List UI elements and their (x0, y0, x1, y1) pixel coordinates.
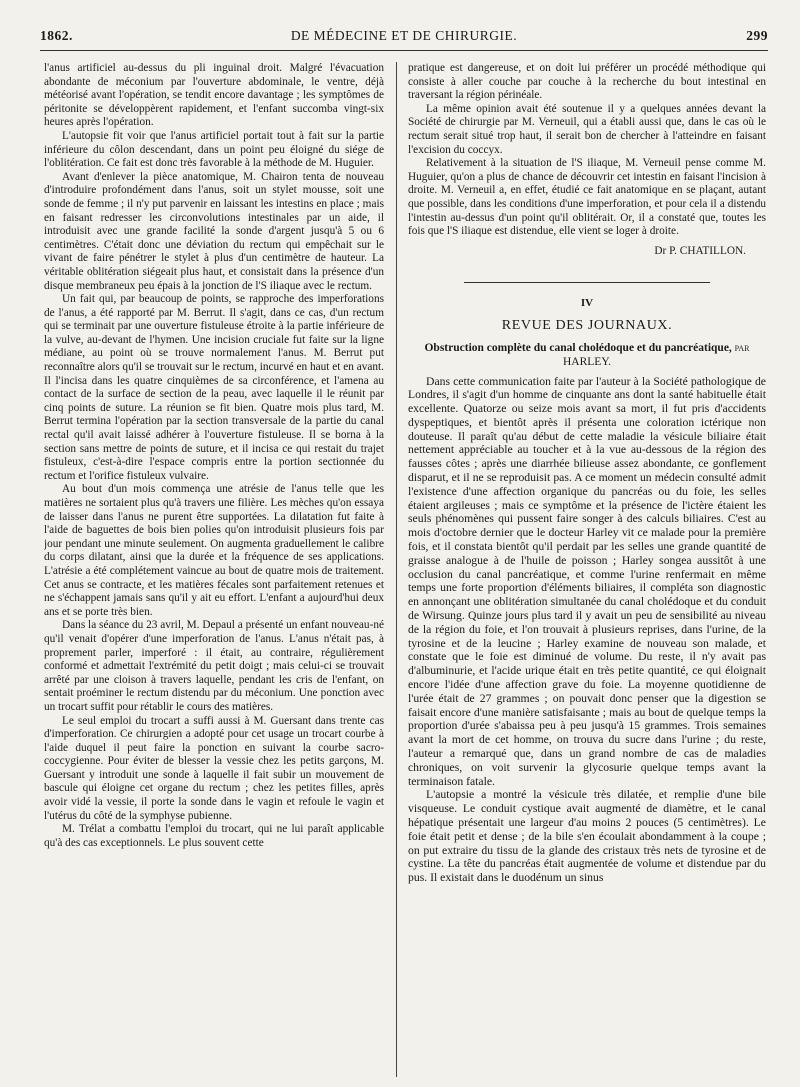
section-separator (464, 282, 710, 283)
article-title-text: Obstruction complète du canal cholédoque et du pancréatique, (424, 341, 732, 354)
paragraph: Relativement à la situation de l'S iliaque, M. Verneuil pense comme M. Huguier, qu'on a plus de chance de découvrir cet intestin en faisant l'incision à droite. M. Verneuil a, en effet, étudié ce fait anatomique en se plaçant, autant que possible, dans les conditions d'une imperforation, et pour cela il a distendu l'intestin au-dessus d'un point qu'il oblitérait. Or, il a constaté que, toutes les fois que l'S iliaque est distendue, elle vient se loger à droite. (408, 157, 766, 238)
review-body (408, 375, 766, 885)
section-number: IV (580, 297, 594, 310)
header-year: 1862. (40, 28, 73, 43)
paragraph: L'autopsie fit voir que l'anus artificiel portait tout à fait sur la partie inférieure du côlon descendant, dans un point peu éloigné du siége de l'oblitération. Ce fait est donc très favorable à la méthode de M. Huguier. (44, 129, 384, 170)
article-title (414, 341, 760, 369)
right-column (408, 62, 766, 1077)
paragraph: L'autopsie a montré la vésicule très dilatée, et remplie d'une bile visqueuse. Le conduit cystique avait augmenté de diamètre, et le canal hépatique présentait une largeur d'au moins 2 pouces (5 centimètres). Le foie était petit et dense ; de la bile s'en écoulait abondamment à la coupe ; on put extraire du tissu de la glande des cristaux très nets de tyrosine et de cystine. La tête du pancréas était augmentée de volume et distendue par du pus. Il existait dans le duodénum un sinus (408, 788, 766, 885)
page-number: 299 (746, 28, 768, 43)
paragraph: La même opinion avait été soutenue il y a quelques années devant la Société de chirurgie par M. Verneuil, qui a établi aussi que, dans le cas où le rectum serait situé trop haut, il serait bon de chercher à l'atteindre en faisant l'excision du coccyx. (408, 102, 766, 156)
paragraph: Le seul emploi du trocart a suffi aussi à M. Guersant dans trente cas d'imperforation. Ce chirurgien a adopté pour cet usage un trocart courbe à l'aide duquel il peut faire la ponction en suivant la courbe sacro-coccygienne. Pour éviter de blesser la vessie chez les petits garçons, M. Guersant y introduit une sonde à laquelle il fait subir un mouvement de bascule qui éloigne cet organe du rectum ; chez les petites filles, après avoir vidé la vessie, il porte la sonde dans le vagin et refoule le vagin et l'utérus du côté de la symphyse pubienne. (44, 714, 384, 822)
paragraph: Dans la séance du 23 avril, M. Depaul a présenté un enfant nouveau-né qu'il venait d'opérer d'une imperforation de l'anus. L'anus n'était pas, à proprement parler, imperforé : il était, au contraire, régulièrement conformé et admettait l'extrémité du petit doigt ; mais celui-ci se trouvait arrêté par une cloison à travers laquelle, pendant les cris de l'enfant, on sentait proéminer le rectum distendu par du méconium. Une ponction avec un trocart suffit pour rétablir le cours des matières. (44, 619, 384, 713)
article-author: par HARLEY. (562, 341, 750, 368)
paragraph: pratique est dangereuse, et on doit lui préférer un procédé méthodique qui consiste à aller couche par couche à la recherche du bout intestinal en traversant la région périnéale. (408, 62, 766, 102)
paragraph: Un fait qui, par beaucoup de points, se rapproche des imperforations de l'anus, a été rapporté par M. Berrut. Il s'agit, dans ce cas, d'un rectum qui se terminait par une ouverture fistuleuse étroite à la partie inférieure de la vulve, au-devant de l'hymen. Une incision cruciale fut faite sur la ligne médiane, au point où se trouve normalement l'anus. M. Berrut put reconnaître alors qu'il se trouvait sur le rectum, incurvé en haut et en avant. Il l'incisa dans les quatre cinquièmes de sa circonférence, et l'amena au contact de la surface de section de la peau, avec laquelle il le réunit par cinq points de suture. La réunion se fit bien. Quatre mois plus tard, M. Berrut termina l'opération par la section transversale de la partie du canal rectal qu'il avait laissé adhérer à l'ouverture fistuleuse. Il se borna à la section sans mettre de points de suture, et il incisa ce qui restait du trajet fistuleux, c'est-à-dire l'espace compris entre la portion sectionnée du rectum et l'orifice fistuleux vulvaire. (44, 293, 384, 482)
paragraph: Au bout d'un mois commença une atrésie de l'anus telle que les matières ne sortaient plus qu'à travers une filière. Les mèches qu'on essaya de laisser dans l'anus ne purent être supportées. La dilatation fut faite à l'aide de baguettes de bois bien polies qu'on introduisit plusieurs fois par jour pendant une minute seulement. On augmenta graduellement le calibre du corps dilatant, ainsi que la durée et la fréquence de ses applications. L'atrésie a été complétement vaincue au bout de quatre mois de traitement. Cet anus se contracte, et les matières fécales sont parfaitement retenues et ne s'échappent jamais sans qu'il y ait eu effort. L'enfant a aujourd'hui deux ans et se porte très bien. (44, 483, 384, 618)
paragraph: Avant d'enlever la pièce anatomique, M. Chairon tenta de nouveau d'introduire profondément dans l'anus, soit un stylet mousse, soit une sonde de femme ; il n'y put parvenir en laissant les intestins en place ; mais en faisant redresser les circonvolutions intestinales par un aide, il introduisit avec une grande facilité la sonde d'argent jusqu'à 5 ou 6 centimètres. C'était donc une déviation du rectum qui empêchait sur le vivant de faire pénétrer le stylet à plus d'un centimètre de hauteur. La véritable oblitération siégeait plus haut, et consistait dans la présence d'un disque membraneux peu épais à la jonction de l'S iliaque avec le rectum. (44, 170, 384, 292)
paragraph: l'anus artificiel au-dessus du pli inguinal droit. Malgré l'évacuation abondante de méconium par l'ouverture abdominale, le ventre, déjà météorisé avant l'opération, se tendit encore davantage ; les symptômes de péritonite se développèrent rapidement, et l'enfant succomba vingt-six heures après l'opération. (44, 62, 384, 129)
header-rule (40, 50, 768, 51)
left-column (44, 62, 384, 1077)
author-signature: Dr P. CHATILLON. (654, 244, 746, 257)
page-header (40, 28, 768, 50)
paragraph: M. Trélat a combattu l'emploi du trocart, qui ne lui paraît applicable qu'à des cas exceptionnels. Le plus souvent cette (44, 823, 384, 849)
column-divider (396, 62, 397, 1077)
paragraph: Dans cette communication faite par l'auteur à la Société pathologique de Londres, il s'agit d'un homme de cinquante ans dont la santé habituelle était excellente. Quatorze ou seize mois avant sa mort, il fut pris d'accidents dyspeptiques, et bientôt après il présenta une coloration ictérique non douteuse. Il paraît qu'au début de cette maladie la vésicule biliaire était nettement appréciable au toucher et à la vue au-dessous de la région des fausses côtes ; après une diarrhée bilieuse assez abondante, ce gonflement disparut, et il ne se reproduisit pas. A ce moment un médecin consulté admit l'existence d'une affection organique du pancréas ou du foie, les selles étaient argileuses ; mais ce symptôme et la présence de l'ictère étaient les seuls phénomènes qui pussent faire songer à des calculs biliaires. C'est au mois d'octobre dernier que le docteur Harley vit ce malade pour la première fois, et il constata bientôt qu'il perdait par les selles une grande quantité de graisse analogue à de l'huile de poisson ; Harley songea aussitôt à une occlusion du canal pancréatique, et comme l'urine renfermait en même temps une forte proportion d'éléments biliaires, il compléta son diagnostic en annonçant une oblitération simultanée du canal cholédoque et du conduit de Wirsung. Quinze jours plus tard il y avait un peu de sensibilité au niveau de la région du foie, et l'on trouvait à plusieurs reprises, dans l'urine, de la tyrosine et de la leucine ; Harley examine de nouveau son malade, et constate que le foie est diminué de volume. Du reste, il n'y avait pas d'albuminurie, et l'acide urique était en très petite quantité, ce qui éloignait encore l'idée d'une affection grave du foie. La moyenne quotidienne de l'urée était de 27 grammes ; on pouvait donc penser que la digestion se faisait encore d'une manière satisfaisante ; mais au bout de quelque temps la proportion d'urée s'abaissa peu à peu jusqu'à 15 grammes. Trois semaines avant la mort de cet homme, on trouva du sucre dans l'urine ; du reste, l'auteur a remarqué que, dans un grand nombre de cas de maladies chroniques, on voit survenir la glycosurie quelque temps avant la terminaison fatale. (408, 374, 766, 788)
header-title: DE MÉDECINE ET DE CHIRURGIE. (290, 28, 518, 43)
section-title: REVUE DES JOURNAUX. (501, 317, 673, 333)
